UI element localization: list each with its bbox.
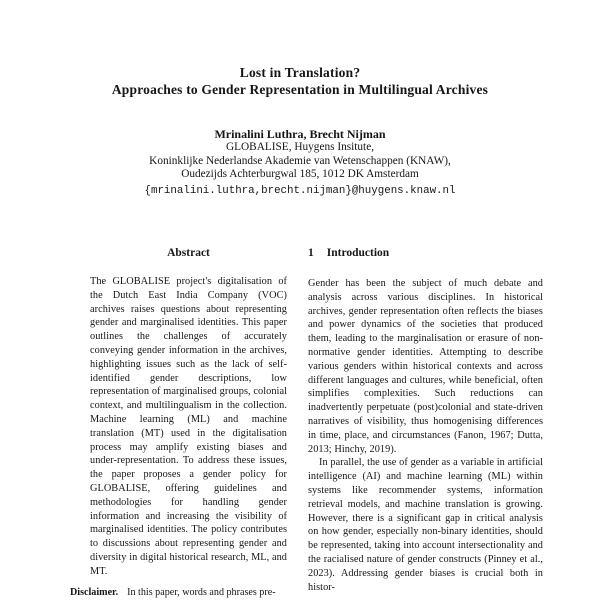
section-1-title: Introduction xyxy=(326,247,390,259)
abstract-section xyxy=(90,246,287,579)
author-email: {mrinalini.luthra,brecht.nijman}@huygens.knaw.nl xyxy=(144,184,456,197)
abstract-body: The GLOBALISE project's digitalisation of the Dutch East India Company (VOC) archives raises questions about representing gender and marginalised identities. This paper outlines the challenges of accurately conveying gender information in the archives, highlighting issues such as the lack of self-identified gender descriptions, low representation of marginalised groups, colonial context, and multilingualism in the collection. Machine learning (ML) and machine translation (MT) used in the digitalisation process may amplify existing biases and under-representation. To address these issues, the paper proposes a gender policy for GLOBALISE, offering guidelines and methodologies for handling gender information and increasing the visibility of marginalised identities. The policy contributes to discussions about representing gender and diversity in digital historical research, ML, and MT. xyxy=(90,276,287,577)
right-column xyxy=(308,246,543,599)
author-names: Mrinalini Luthra, Brecht Nijman xyxy=(214,127,386,141)
affiliation-line-3: Oudezijds Achterburgwal 185, 1012 DK Amsterdam xyxy=(181,168,419,180)
disclaimer-text: In this paper, words and phrases pre- xyxy=(127,586,276,598)
paper-title-line-2: Approaches to Gender Representation in Multilingual Archives xyxy=(111,82,489,97)
paper-title-line-1: Lost in Translation? xyxy=(239,65,361,80)
abstract-heading: Abstract xyxy=(167,247,210,259)
two-column-body xyxy=(70,246,543,599)
section-1-heading xyxy=(308,246,543,261)
section-1-number: 1 xyxy=(308,247,314,259)
paper-header xyxy=(0,64,600,198)
left-column xyxy=(70,246,299,599)
disclaimer-label: Disclaimer. xyxy=(70,586,119,598)
disclaimer-paragraph xyxy=(70,586,299,600)
affiliation-line-2: Koninklijke Nederlandse Akademie van Wetenschappen (KNAW), xyxy=(149,154,451,167)
intro-paragraph-1: Gender has been the subject of much debate and analysis across various disciplines. In historical archives, gender representation often reflects the biases and power dynamics of the societies that produced them, leading to the marginalisation or erasure of non-normative gender identities. Attempting to describe various genders within historical contexts and across different languages and cultures, while beneficial, often simplifies complexities. Such reductions can inadvertently perpetuate (post)colonial and state-driven narratives of visibility, thus homogenising differences in time, place, and circumstances (Fanon, 1967; Dutta, 2013; Hinchy, 2019). xyxy=(308,278,543,455)
intro-paragraph-2: In parallel, the use of gender as a variable in artificial intelligence (AI) and machine learning (ML) within systems like recommender systems, information retrieval models, and machine translation is growing. However, there is a significant gap in critical analysis on how gender, especially non-binary identities, should be represented, taking into account intersectionality and the racialised nature of gender constructs (Pinney et al., 2023). Addressing gender biases is crucial both in histor- xyxy=(308,457,543,593)
affiliation-line-1: GLOBALISE, Huygens Insitute, xyxy=(225,141,375,153)
